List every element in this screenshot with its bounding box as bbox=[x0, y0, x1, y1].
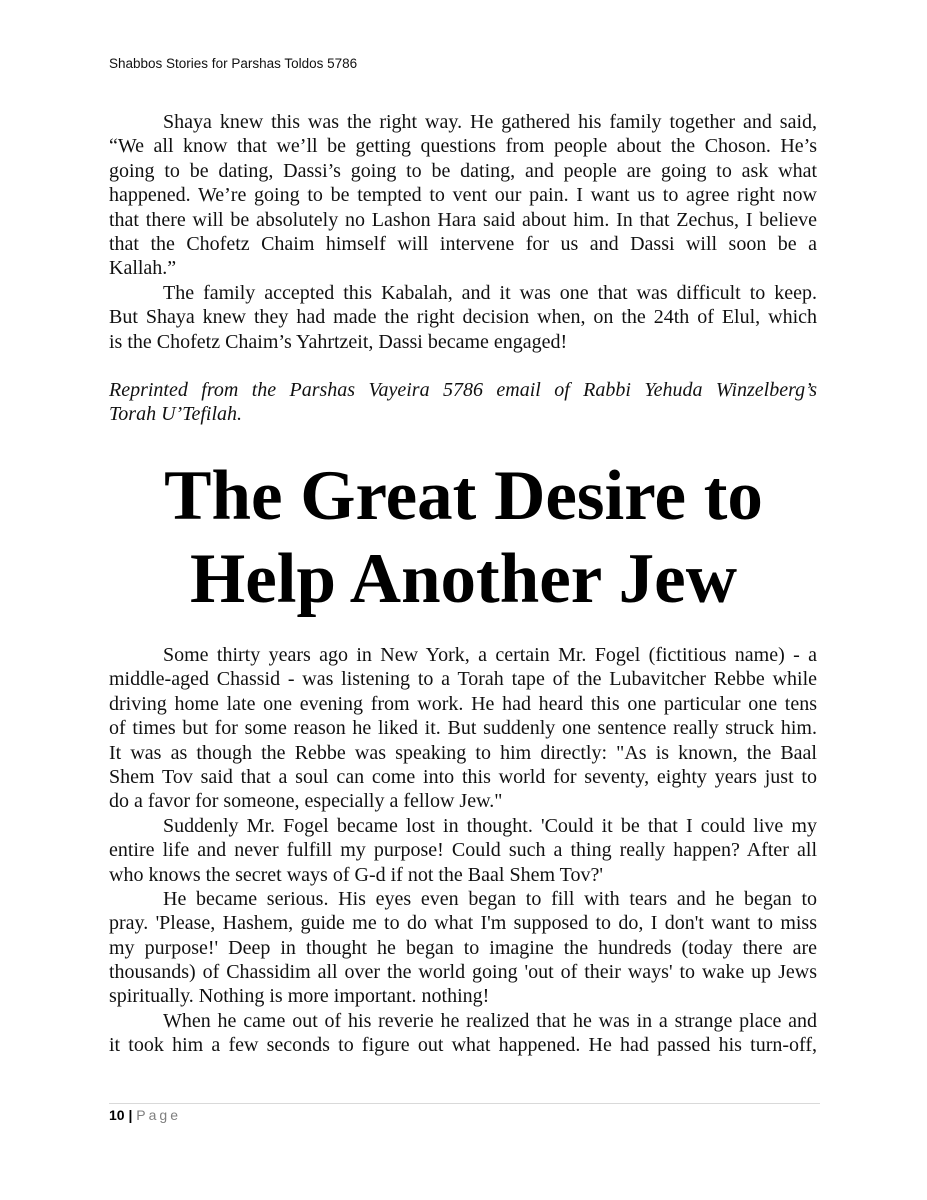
text-line: entire life and never fulfill my purpose! Could such a thing really happen? After all bbox=[109, 839, 817, 862]
text-line: spiritually. Nothing is more important. nothing! bbox=[109, 985, 490, 1008]
credit-line: Reprinted from the Parshas Vayeira 5786 email of Rabbi Yehuda Winzelberg’s bbox=[109, 379, 817, 401]
text-line: do a favor for someone, especially a fellow Jew." bbox=[109, 790, 503, 813]
text-line: thousands) of Chassidim all over the world going 'out of their ways' to wake up Jews bbox=[109, 961, 817, 984]
text-line: He became serious. His eyes even began to fill with tears and he began to bbox=[163, 887, 817, 910]
text-line: pray. 'Please, Hashem, guide me to do what I'm supposed to do, I don't want to miss bbox=[109, 912, 817, 935]
text-line: that there will be absolutely no Lashon Hara said about him. In that Zechus, I believe bbox=[109, 208, 817, 231]
text-line: Some thirty years ago in New York, a certain Mr. Fogel (fictitious name) - a bbox=[163, 644, 817, 666]
text-line: It was as though the Rebbe was speaking to him directly: "As is known, the Baal bbox=[109, 741, 817, 764]
text-line: driving home late one evening from work. He had heard this one particular one tens bbox=[109, 692, 817, 715]
text-line: that the Chofetz Chaim himself will intervene for us and Dassi will soon be a bbox=[109, 232, 817, 255]
page-label: Page bbox=[136, 1107, 181, 1123]
text-line: of times but for some reason he liked it. But suddenly one sentence really struck him. bbox=[109, 717, 817, 740]
text-line: Shaya knew this was the right way. He gathered his family together and said, bbox=[163, 111, 817, 133]
credit-line: Torah U’Tefilah. bbox=[109, 403, 243, 426]
text-line: Kallah.” bbox=[109, 257, 177, 280]
text-line: who knows the secret ways of G-d if not the Baal Shem Tov?' bbox=[109, 863, 603, 886]
footer-separator: | bbox=[128, 1107, 133, 1123]
reprint-credit bbox=[109, 378, 817, 427]
footer-divider bbox=[109, 1103, 820, 1104]
text-line: When he came out of his reverie he realized that he was in a strange place and bbox=[163, 1009, 817, 1032]
text-line: my purpose!' Deep in thought he began to imagine the hundreds (today there are bbox=[109, 936, 817, 959]
story-title bbox=[60, 455, 867, 621]
text-line: The family accepted this Kabalah, and it was one that was difficult to keep. bbox=[163, 281, 817, 304]
running-header: Shabbos Stories for Parshas Toldos 5786 bbox=[109, 56, 358, 71]
text-line: But Shaya knew they had made the right decision when, on the 24th of Elul, which bbox=[109, 306, 817, 329]
page-number: 10 bbox=[109, 1107, 125, 1123]
title-line: Help Another Jew bbox=[190, 540, 737, 618]
title-line: The Great Desire to bbox=[164, 457, 763, 535]
text-line: Shem Tov said that a soul can come into this world for seventy, eighty years just to bbox=[109, 765, 817, 788]
text-line: it took him a few seconds to figure out what happened. He had passed his turn-off, bbox=[109, 1034, 817, 1057]
page-footer bbox=[109, 1107, 181, 1123]
text-line: “We all know that we’ll be getting questions from people about the Choson. He’s bbox=[109, 135, 817, 158]
story-body bbox=[109, 643, 817, 1058]
text-line: Suddenly Mr. Fogel became lost in thought. 'Could it be that I could live my bbox=[163, 814, 817, 837]
text-line: happened. We’re going to be tempted to vent our pain. I want us to agree right now bbox=[109, 184, 817, 207]
text-line: middle-aged Chassid - was listening to a Torah tape of the Lubavitcher Rebbe while bbox=[109, 668, 817, 691]
text-line: going to be dating, Dassi’s going to be dating, and people are going to ask what bbox=[109, 159, 817, 182]
story-ending bbox=[109, 110, 817, 354]
text-line: is the Chofetz Chaim’s Yahrtzeit, Dassi became engaged! bbox=[109, 330, 568, 353]
